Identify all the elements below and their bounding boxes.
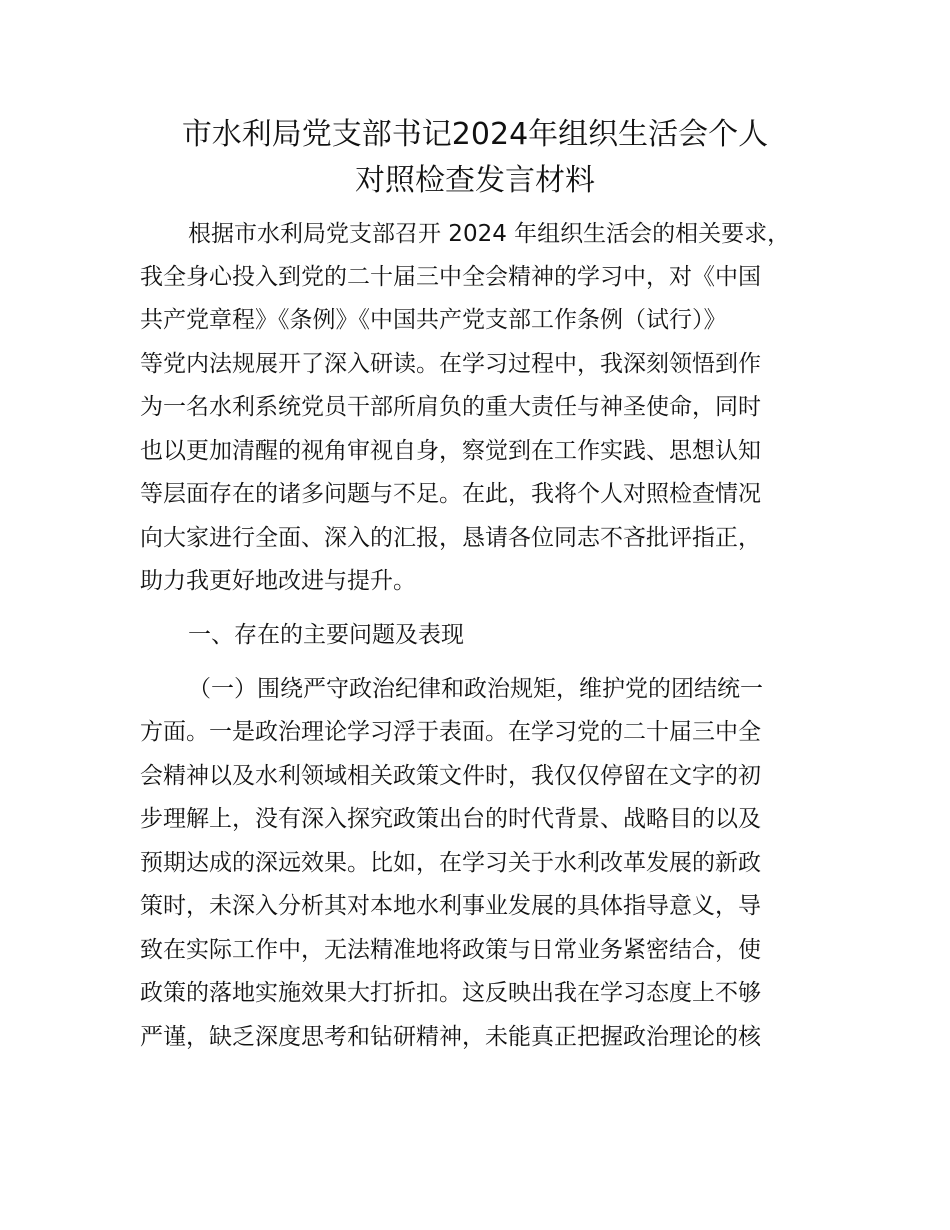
- paragraph-line: 策时，未深入分析其对本地水利事业发展的具体指导意义，导: [140, 893, 761, 919]
- paragraph-line: 等党内法规展开了深入研读。在学习过程中，我深刻领悟到作: [140, 351, 761, 377]
- paragraph-line: 预期达成的深远效果。比如，在学习关于水利改革发展的新政: [140, 850, 761, 876]
- title-line: 市水利局党支部书记2024年组织生活会个人: [181, 117, 769, 152]
- paragraph-line: 方面。一是政治理论学习浮于表面。在学习党的二十届三中全: [140, 719, 761, 745]
- paragraph-line: 也以更加清醒的视角审视自身，察觉到在工作实践、思想认知: [140, 438, 761, 464]
- paragraph-line: 共产党章程》《条例》《中国共产党支部工作条例（试行）》: [140, 307, 727, 333]
- paragraph-line: 致在实际工作中，无法精准地将政策与日常业务紧密结合，使: [140, 937, 761, 963]
- title-line: 对照检查发言材料: [355, 163, 595, 198]
- paragraph-line: 我全身心投入到党的二十届三中全会精神的学习中，对《中国: [140, 264, 761, 290]
- paragraph-line: 会精神以及水利领域相关政策文件时，我仅仅停留在文字的初: [140, 763, 761, 789]
- paragraph-line: 政策的落地实施效果大打折扣。这反映出我在学习态度上不够: [140, 980, 761, 1006]
- paragraph-line: 助力我更好地改进与提升。: [140, 568, 416, 594]
- document-title: [140, 112, 810, 204]
- paragraph-line: （一）围绕严守政治纪律和政治规矩，维护党的团结统一: [188, 676, 763, 702]
- paragraph-line: 严谨，缺乏深度思考和钻研精神，未能真正把握政治理论的核: [140, 1024, 761, 1050]
- paragraph-line: 等层面存在的诸多问题与不足。在此，我将个人对照检查情况: [140, 481, 761, 507]
- paragraph-line: 向大家进行全面、深入的汇报，恳请各位同志不吝批评指正，: [140, 525, 761, 551]
- section-heading: 一、存在的主要问题及表现: [188, 622, 464, 648]
- paragraph-line: 为一名水利系统党员干部所肩负的重大责任与神圣使命，同时: [140, 394, 761, 420]
- paragraph-line: 步理解上，没有深入探究政策出台的时代背景、战略目的以及: [140, 806, 761, 832]
- paragraph-line: 根据市水利局党支部召开 2024 年组织生活会的相关要求，: [188, 221, 791, 247]
